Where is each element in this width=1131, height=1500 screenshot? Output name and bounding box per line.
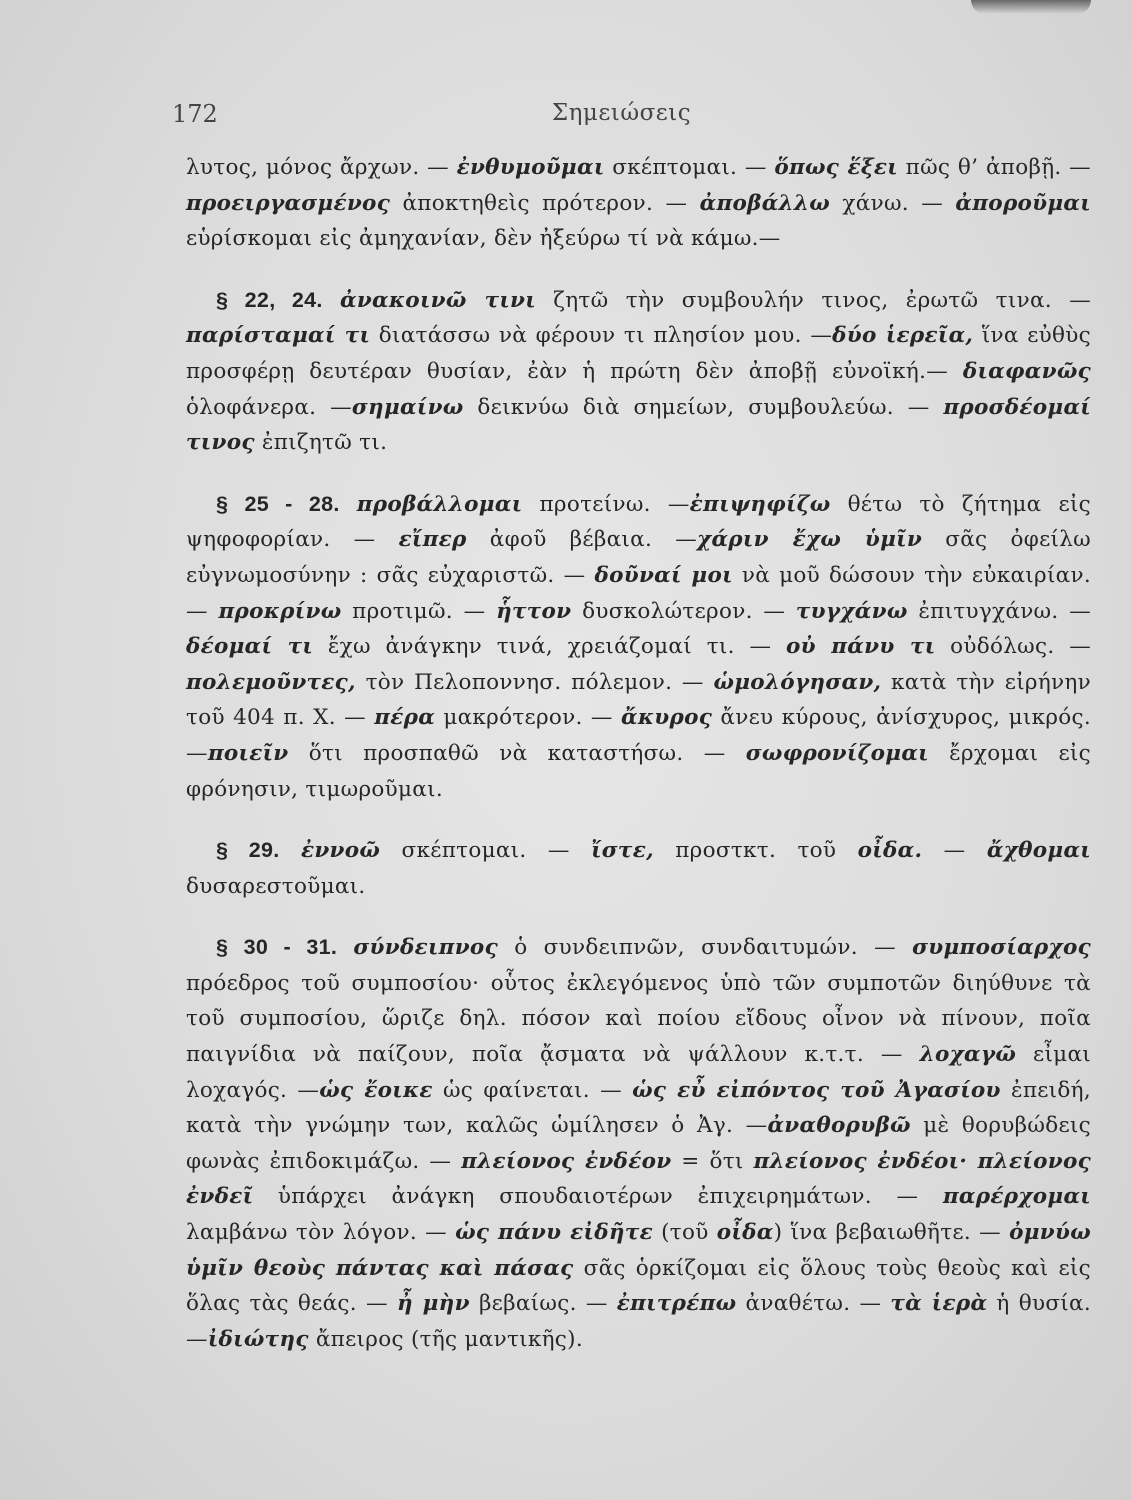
gloss-term: ἧττον [496,598,572,624]
gloss-text: = ὅτι [671,1148,754,1174]
gloss-term: ἀποβάλλω [699,190,831,216]
gloss-term: λοχαγῶ [919,1042,1017,1068]
gloss-text: — [922,838,987,864]
gloss-text: ) ἵνα βεβαιωθῆτε. — [773,1220,1010,1246]
notes-paragraph [186,833,1091,904]
section-ref: § 29. [216,838,280,863]
gloss-term: οὐ πάνυ τι [786,634,936,660]
gloss-text: (τοῦ [652,1220,717,1246]
gloss-text: νὰ μοῦ δώσουν τὴν εὐκαιρίαν. — [186,562,1092,624]
gloss-text: ἐπιζητῶ τι. [254,430,388,456]
gloss-text: προστκτ. τοῦ [653,838,858,864]
gloss-text: ἔχω ἀνάγκην τινά, χρειάζομαί τι. — [313,634,787,660]
gloss-term: πλείονος ἐνδέοι· πλείονος ἐνδεῖ [186,1148,1092,1210]
gloss-text: διατάσσω νὰ φέρουν τι πλησίον μου. — [370,323,833,349]
gloss-term: προειργασμένος [186,190,391,216]
gloss-term: προκρίνω [218,598,342,624]
gloss-text: ἀποκτηθεὶς πρότερον. — [390,190,700,216]
gloss-term: ὅπως ἕξει [774,155,898,180]
gloss-text: σκέπτομαι. — [604,155,775,180]
gloss-text: λαμβάνω τὸν λόγον. — [186,1220,456,1246]
gloss-term: προσδέομαί τινος [186,394,1091,456]
notes-paragraph [186,283,1091,461]
gloss-text: θέτω τὸ ζήτημα εἰς ψηφοφορίαν. — [186,491,1092,553]
gloss-text: ἄνευ κύρους, ἀνίσχυρος, μικρός. — [186,705,1091,766]
gloss-text: σκέπτομαι. — [380,838,592,864]
gloss-text: ὁ συνδειπνῶν, συνδαιτυμών. — [497,935,913,961]
gloss-text: βεβαίως. — [469,1291,617,1317]
gloss-text: πῶς θ’ ἀποβῇ. — [897,155,1091,180]
gloss-term: ὀμνύω ὑμῖν θεοὺς πάντας καὶ πάσας [186,1220,1091,1281]
gloss-text: λυτος, μόνος ἄρχων. — [186,155,457,180]
gloss-text: ἄπειρος (τῆς μαντικῆς). [308,1326,583,1352]
gloss-text: ἔρχομαι εἰς φρόνησιν, τιμωροῦμαι. [186,740,1091,802]
gloss-text: ζητῶ τὴν συμβουλήν τινος, ἐρωτῶ τινα. — [535,287,1091,313]
gloss-text [337,935,353,960]
gloss-text: δυσαρεστοῦμαι. [186,873,366,899]
gloss-term: ἐννοῶ [300,838,381,864]
gloss-term: δέομαί τι [186,634,314,660]
gloss-text: κατὰ τὴν εἰρήνην τοῦ 404 π. Χ. — [186,669,1091,731]
gloss-text: ἐπειδή, κατὰ τὴν γνώμην των, καλῶς ὡμίλησεν ὁ Ἀγ. — [186,1077,1091,1139]
section-ref: § 30 - 31. [216,935,338,960]
gloss-text: ὁλοφάνερα. — [186,394,352,420]
section-ref: § 22, 24. [216,287,323,312]
gloss-term: εἴπερ [398,527,467,553]
gloss-term: ἀναθορυβῶ [767,1113,911,1139]
gloss-term: ἰδιώτης [207,1326,309,1352]
gloss-term: τὰ ἱερὰ [890,1291,988,1317]
section-ref: § 25 - 28. [216,491,340,516]
gloss-term: ὡμολόγησαν, [713,669,882,695]
gloss-text: ἵνα εὐθὺς προσφέρῃ δευτέραν θυσίαν, ἐὰν ἡ πρώτη δὲν ἀποβῇ εὐνοϊκή.— [186,323,1091,384]
gloss-term: πλείονος ἐνδέον [461,1148,672,1174]
gloss-text: δεικνύω διὰ σημείων, συμβουλεύω. — [463,394,944,420]
gloss-text: ἀναθέτω. — [736,1291,891,1317]
gloss-term: δύο ἱερεῖα, [832,323,974,349]
gloss-text: εἶμαι λοχαγός. — [186,1042,1092,1103]
gloss-term: παρέρχομαι [942,1184,1091,1210]
gloss-text [323,288,340,313]
gloss-term: οἶδα [716,1220,774,1246]
gloss-text: εὑρίσκομαι εἰς ἀμηχανίαν, δὲν ἠξεύρω τί νὰ κάμω.— [186,226,781,252]
gloss-term: ὡς ἔοικε [319,1077,433,1103]
gloss-term: ὡς πάνυ εἰδῆτε [455,1220,653,1246]
gloss-text: σᾶς ὁρκίζομαι εἰς ὅλους τοὺς θεοὺς καὶ εἰς ὅλας τὰς θεάς. — [186,1255,1091,1317]
gloss-text: ἡ θυσία. — [186,1291,1091,1352]
gloss-term: ἦ μὴν [396,1291,470,1317]
gloss-text: ἐπιτυγχάνω. — [907,598,1092,624]
gloss-text [280,838,301,863]
gloss-text: πρόεδρος τοῦ συμποσίου· οὗτος ἐκλεγόμενος ὑπὸ τῶν συμποτῶν διηύθυνε τὰ τοῦ συμποσίου, ὥριζε δηλ. πόσον καὶ ποίου εἴδους οἶνον νὰ πίνουν, ποῖα παιγνίδια νὰ παίζουν, ποῖα ᾄσματα νὰ ψάλλουν κ.τ.τ. — [186,970,1091,1068]
gloss-term: σωφρονίζομαι [745,740,929,766]
gloss-term: συμποσίαρχος [912,935,1091,961]
gloss-term: ποιεῖν [207,740,289,766]
gloss-term: τυγχάνω [795,598,908,624]
gloss-term: παρίσταμαί τι [186,323,371,349]
gloss-term: ἀνακοινῶ τινι [339,287,536,313]
gloss-term: πέρα [374,705,436,731]
gloss-term: χάριν ἔχω ὑμῖν [697,527,923,553]
gloss-term: ἄκυρος [621,705,713,731]
gloss-text [340,492,357,517]
gloss-term: ἐπιτρέπω [616,1291,737,1317]
gloss-text: μὲ θορυβώδεις φωνὰς ἐπιδοκιμάζω. — [186,1113,1091,1174]
gloss-term: προβάλλομαι [356,491,523,517]
gloss-term: ἐπιψηφίζω [689,491,831,517]
gloss-term: δοῦναί μοι [594,562,733,588]
notes-paragraph [186,487,1091,807]
gloss-text: οὐδόλως. — [935,634,1092,660]
gloss-text: χάνω. — [830,190,956,216]
gloss-text: προτιμῶ. — [341,598,497,624]
page-number: 172 [172,100,218,128]
gloss-text: ὑπάρχει ἀνάγκη σπουδαιοτέρων ἐπιχειρημάτων. — [253,1184,943,1210]
notes-paragraph [186,150,1091,257]
gloss-term: οἶδα. [857,838,923,864]
scan-smudge [971,0,1091,14]
gloss-text: ἀφοῦ βέβαια. — [466,527,697,553]
gloss-term: ἴστε, [591,838,654,864]
gloss-text: ὅτι προσπαθῶ νὰ καταστήσω. — [288,740,746,766]
gloss-term: πολεμοῦντες, [186,669,356,695]
notes-body [186,150,1091,1357]
running-head: Σημειώσεις [551,100,692,126]
page-header [172,100,1071,134]
gloss-text: προτείνω. — [522,491,690,517]
gloss-text: τὸν Πελοποννησ. πόλεμον. — [355,669,714,695]
gloss-term: ἄχθομαι [986,838,1091,864]
gloss-text: ὡς φαίνεται. — [432,1077,633,1103]
gloss-term: ὡς εὖ εἰπόντος τοῦ Ἀγασίου [632,1077,1001,1103]
gloss-term: διαφανῶς [962,358,1091,384]
gloss-term: σύνδειπνος [353,935,498,961]
gloss-text: μακρότερον. — [435,705,622,731]
gloss-term: ἀποροῦμαι [955,190,1091,216]
gloss-text: δυσκολώτερον. — [571,598,796,624]
notes-paragraph [186,930,1091,1357]
gloss-text: σᾶς ὀφείλω εὐγνωμοσύνην : σᾶς εὐχαριστῶ. — [186,527,1092,588]
gloss-term: ἐνθυμοῦμαι [456,155,605,180]
gloss-term: σημαίνω [351,394,464,420]
